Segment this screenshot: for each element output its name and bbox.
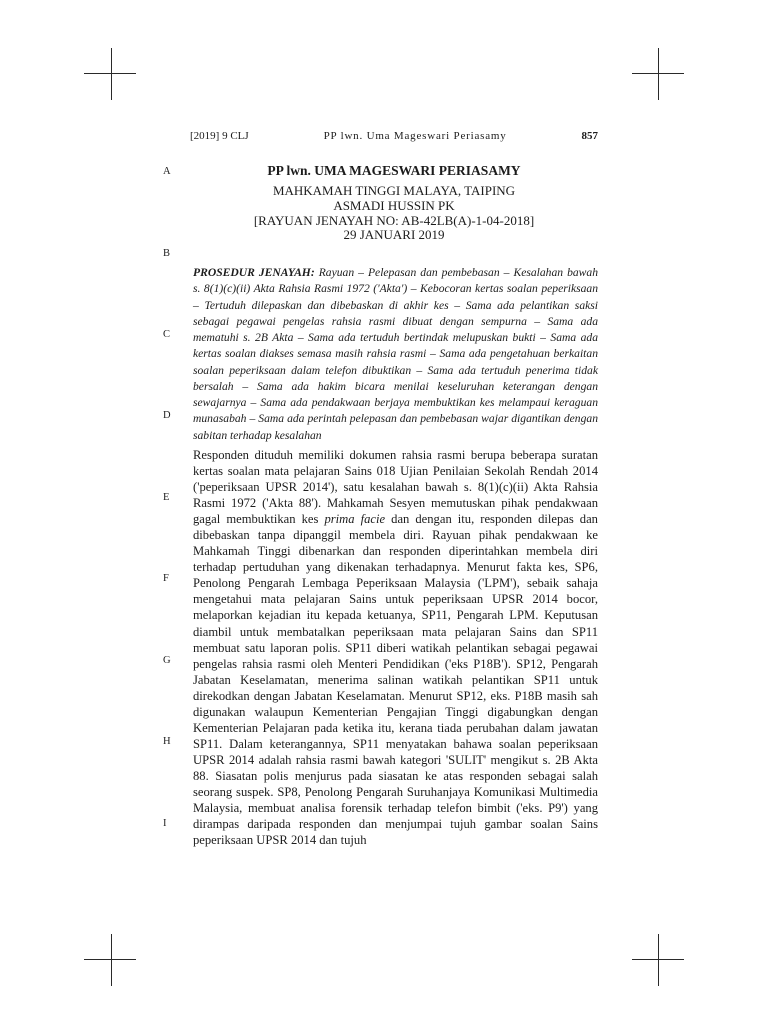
appeal-number: [RAYUAN JENAYAH NO: AB-42LB(A)-1-04-2018] — [253, 212, 535, 228]
margin-letter-c: C — [163, 329, 171, 340]
crop-mark-bottom-left-v — [111, 934, 112, 986]
paragraph-text-part-2: dan dengan itu, responden dilepas dan dibebaskan tanpa dipanggil membela diri. Rayuan pihak pendakwaan ke Mahkamah Tinggi dibenarkan dan responden diperintahkan membela diri terhadap pertuduhan yang dikenakan terhadapnya. Menurut fakta kes, SP6, Penolong Pengarah Lembaga Peperiksaan Malaysia ('LPM'), sebaik sahaja mengetahui mata pelajaran Sains untuk peperiksaan UPSR 2014 bocor, melaporkan kejadian itu kepada ketuanya, SP11, Pengarah LPM. Keputusan diambil untuk membatalkan peperiksaan mata pelajaran Sains dan SP11 membuat satu laporan polis. SP11 diberi watikah pelantikan sebagai pegawai pengelas rahsia rasmi oleh Menteri Pendidikan ('eks P18B'). SP12, Pengarah Jabatan Keselamatan, menerima salinan watikah pelantikan SP11 untuk direkodkan dengan Jabatan Keselamatan. Menurut SP12, eks. P18B masih sah digunakan walaupun Kementerian Pengajian Tinggi digabungkan dengan Kementerian Pelajaran pada ketika itu, kerana tiada perubahan dalam jawatan SP11. Dalam keterangannya, SP11 menyatakan bahawa soalan peperiksaan UPSR 2014 adalah rahsia rasmi bawah kategori 'SULIT' mengikut s. 2B Akta 88. Siasatan polis menjurus pada siasatan ke atas responden sebagai salah seorang suspek. SP8, Penolong Pengarah Suruhanjaya Komunikasi Multimedia Malaysia, membuat analisa forensik terhadap telefon bimbit ('eks. P9') yang dirampas daripada responden dan menjumpai tujuh gambar soalan Sains peperiksaan UPSR 2014 dan tujuh — [193, 512, 598, 848]
margin-letter-g: G — [163, 655, 171, 666]
crop-mark-top-left-v — [111, 48, 112, 100]
headnote-lead: PROSEDUR JENAYAH: — [193, 266, 315, 279]
margin-letter-i: I — [163, 818, 167, 829]
judge-name: ASMADI HUSSIN PK — [333, 197, 455, 213]
crop-mark-bottom-right-v — [658, 934, 659, 986]
paragraph-italic-term: prima facie — [324, 512, 386, 527]
margin-letter-d: D — [163, 410, 171, 421]
page-number: 857 — [581, 130, 598, 142]
margin-letter-b: B — [163, 248, 171, 259]
summary-paragraph — [193, 447, 598, 848]
case-title: PP lwn. UMA MAGESWARI PERIASAMY — [267, 163, 521, 178]
margin-letter-e: E — [163, 492, 170, 503]
paragraph-text-part-1: Responden dituduh memiliki dokumen rahsia rasmi berupa beberapa suratan kertas soalan mata pelajaran Sains 018 Ujian Penilaian Sekolah Rendah 2014 ('peperiksaan UPSR 2014'), satu kesalahan bawah s. 8(1)(c)(ii) Akta Rahsia Rasmi 1972 ('Akta 88'). Mahkamah Sesyen memutuskan pihak pendakwaan gagal membuktikan kes — [193, 448, 598, 527]
margin-letter-h: H — [163, 736, 171, 747]
crop-mark-bottom-left-h — [84, 959, 136, 960]
headnote — [193, 265, 598, 444]
court-block — [190, 184, 598, 243]
judgment-date: 29 JANUARI 2019 — [343, 227, 445, 243]
court-name: MAHKAMAH TINGGI MALAYA, TAIPING — [272, 183, 516, 198]
citation: [2019] 9 CLJ — [190, 130, 249, 142]
crop-mark-top-right-v — [658, 48, 659, 100]
headnote-text: Rayuan – Pelepasan dan pembebasan – Kesalahan bawah s. 8(1)(c)(ii) Akta Rahsia Rasmi 1972 ('Akta') – Kebocoran kertas soalan peperiksaan – Tertuduh dilepaskan dan dibebaskan di akhir kes – Sama ada pelantikan saksi sebagai pegawai pengelas rahsia rasmi dibuat dengan sempurna – Sama ada mematuhi s. 2B Akta – Sama ada tertuduh bertindak melupuskan bukti – Sama ada kertas soalan diakses semasa masih rahsia rasmi – Sama ada pengetahuan berkaitan soalan peperiksaan dalam telefon dibuktikan – Sama ada tertuduh penerima tidak bersalah – Sama ada hakim bicara menilai keseluruhan keterangan dengan sewajarnya – Sama ada pendakwaan berjaya membuktikan kes melampaui keraguan munasabah – Sama ada perintah pelepasan dan pembebasan wajar digantikan dengan sabitan terhadap kesalahan — [193, 266, 598, 442]
crop-mark-top-left-h — [84, 73, 136, 74]
margin-letter-f: F — [163, 573, 169, 584]
page-header — [190, 130, 598, 142]
running-title: PP lwn. Uma Mageswari Periasamy — [323, 130, 507, 142]
margin-letter-a: A — [163, 166, 171, 177]
